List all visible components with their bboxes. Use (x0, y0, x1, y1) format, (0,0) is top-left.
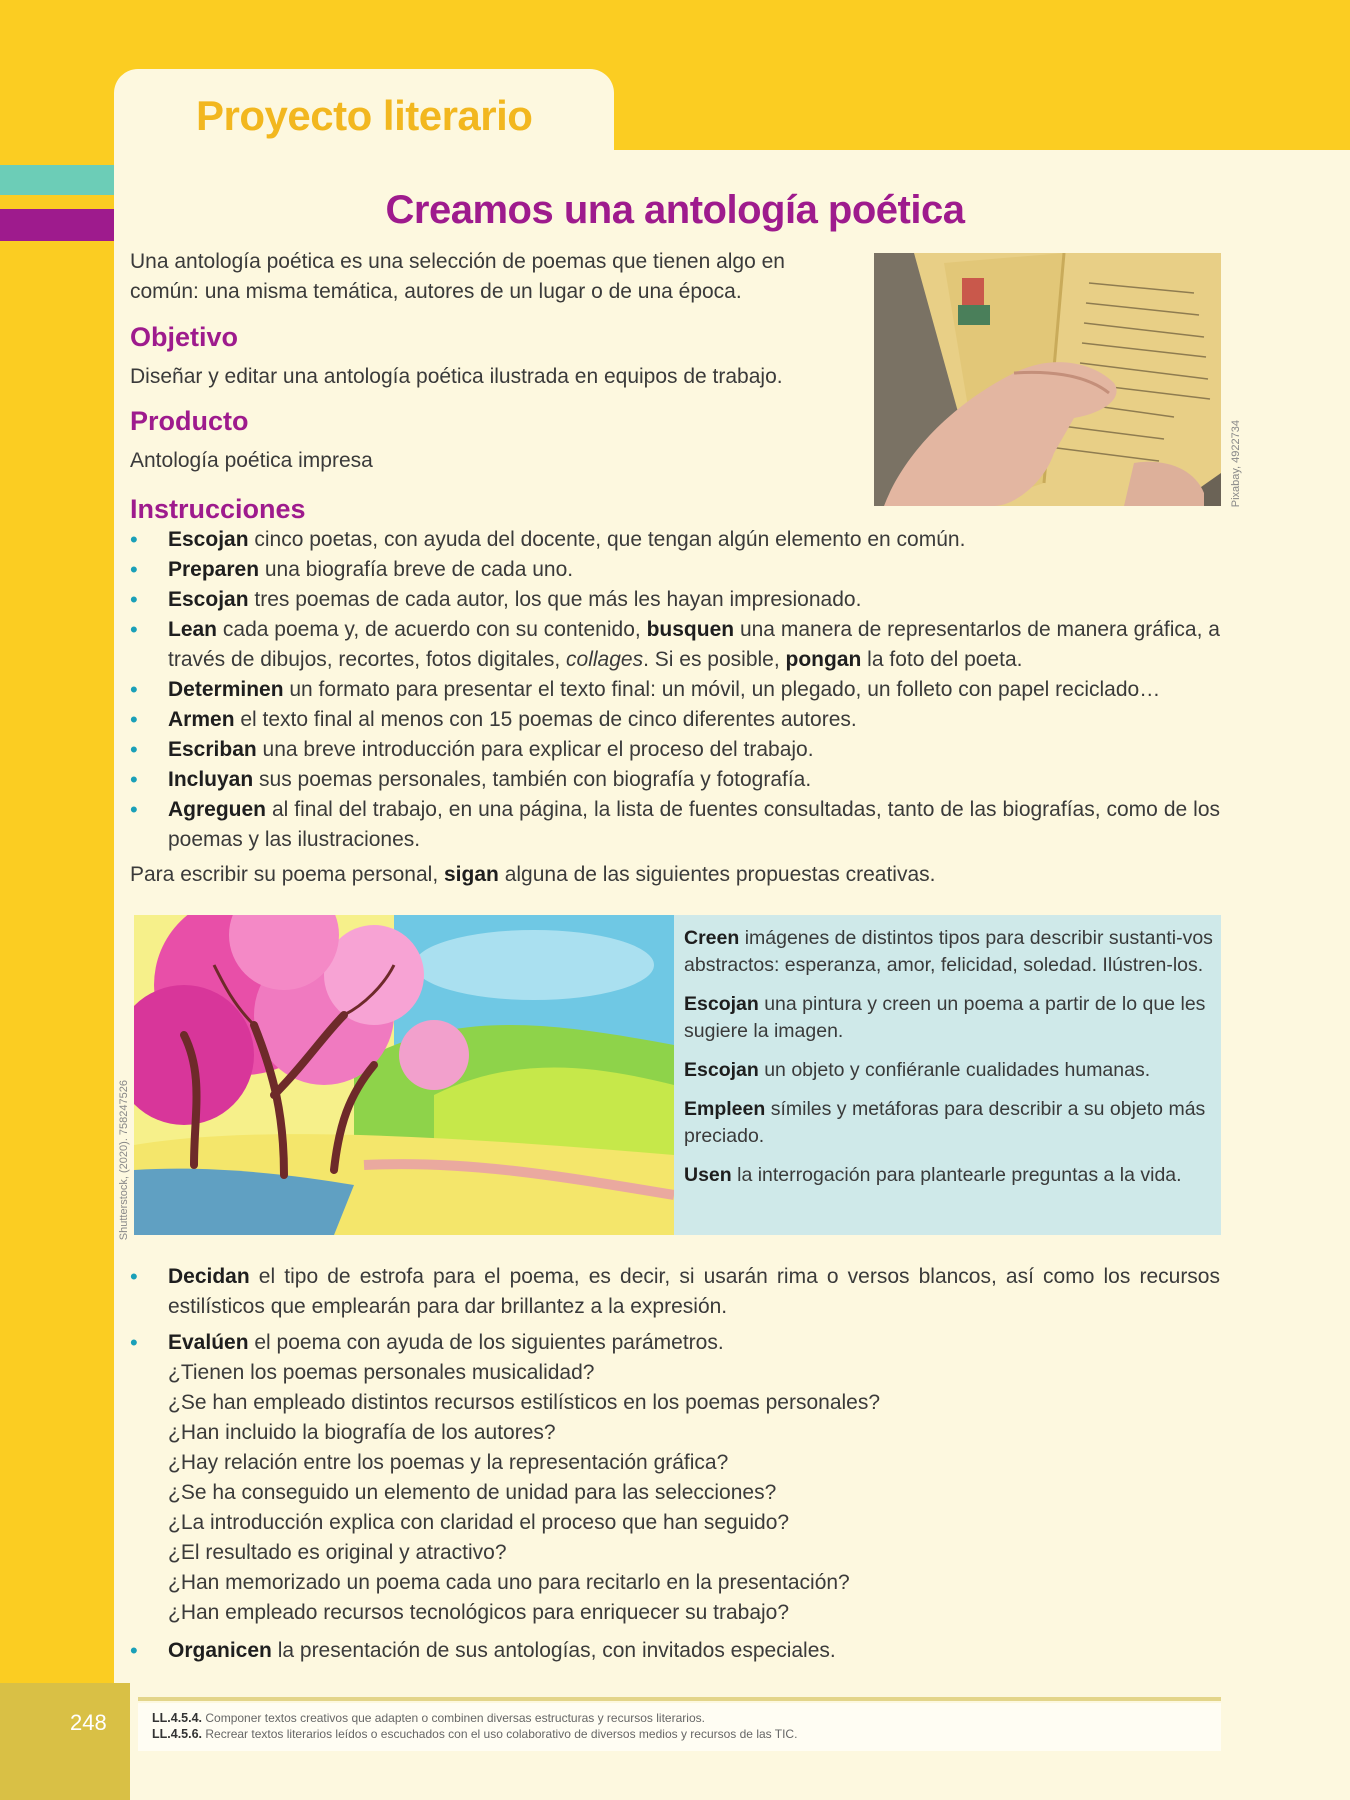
painting-credit: Shutterstock, (2020). 758247526 (118, 1080, 130, 1241)
list-item: • Incluyan sus poemas personales, también con biografía y fotografía. (130, 765, 1220, 795)
book-photo (874, 253, 1221, 506)
photo-credit: Pixabay, 4922734 (1230, 420, 1242, 508)
list-item: • Lean cada poema y, de acuerdo con su contenido, busquen una manera de representarlos de manera gráfica, a través de dibujos, recortes, fotos digitales, collages. Si es posible, pongan la foto del poeta. (130, 615, 1220, 675)
page-number-block (0, 1683, 130, 1800)
intro-line-1: Una antología poética es una selección de poemas que tienen algo en (130, 250, 785, 273)
evaluation-questions: ¿Tienen los poemas personales musicalidad? ¿Se han empleado distintos recursos estilísticos en los poemas personales? ¿Han incluido la biografía de los autores? ¿Hay relación entre los poemas y la representación gráfica? ¿Se ha conseguido un elemento de unidad para las selecciones? ¿La introducción explica con claridad el proceso que han seguido? ¿El resultado es original y atractivo? ¿Han memorizado un poema cada uno para recitarlo en la presentación? ¿Han empleado recursos tecnológicos para enriquecer su trabajo? (168, 1361, 881, 1624)
closing-instruction: Para escribir su poema personal, sigan alguna de las siguientes propuestas creativas. (130, 863, 936, 886)
intro-line-2: común: una misma temática, autores de un lugar o de una época. (130, 280, 742, 303)
product-heading: Producto (130, 406, 249, 436)
standard-line: LL.4.5.4. Componer textos creativos que adapten o combinen diversas estructuras y recursos literarios. (152, 1711, 705, 1725)
page-number: 248 (70, 1710, 107, 1735)
proposal-item: Empleen símiles y metáforas para describir a su objeto más preciado. (684, 1098, 1206, 1147)
purple-stripe (0, 209, 114, 241)
instructions-list (130, 525, 1220, 855)
proposal-item: Creen imágenes de distintos tipos para describir sustanti-vos abstractos: esperanza, amor, felicidad, soledad. Ilústren-los. (684, 927, 1213, 976)
proposal-item: Escojan una pintura y creen un poema a partir de lo que les sugiere la imagen. (684, 993, 1206, 1042)
list-item: • Armen el texto final al menos con 15 poemas de cinco diferentes autores. (130, 705, 1220, 735)
list-item: • Escojan cinco poetas, con ayuda del docente, que tengan algún elemento en común. (130, 525, 1220, 555)
section-title: Proyecto literario (196, 92, 533, 139)
list-item: • Escojan tres poemas de cada autor, los que más les hayan impresionado. (130, 585, 1220, 615)
final-steps-list (130, 1262, 1220, 1666)
proposals-list (684, 925, 1214, 1201)
list-item: • Preparen una biografía breve de cada uno. (130, 555, 1220, 585)
watercolor-painting (134, 915, 674, 1235)
instructions-heading: Instrucciones (130, 494, 306, 524)
left-margin-band (0, 150, 114, 1800)
list-item: • Escriban una breve introducción para explicar el proceso del trabajo. (130, 735, 1220, 765)
standard-line: LL.4.5.6. Recrear textos literarios leídos o escuchados con el uso colaborativo de diversos medios y recursos de las TIC. (152, 1727, 798, 1741)
objective-heading: Objetivo (130, 322, 239, 352)
proposal-item: Usen la interrogación para plantearle preguntas a la vida. (684, 1164, 1182, 1186)
objective-text: Diseñar y editar una antología poética ilustrada en equipos de trabajo. (130, 365, 783, 388)
proposal-item: Escojan un objeto y confiéranle cualidades humanas. (684, 1059, 1151, 1081)
page-title: Creamos una antología poética (385, 188, 965, 232)
list-item: • Organicen la presentación de sus antologías, con invitados especiales. (130, 1636, 1220, 1666)
list-item: • Evalúen el poema con ayuda de los siguientes parámetros. ¿Tienen los poemas personales musicalidad? ¿Se han empleado distintos recursos estilísticos en los poemas personales? ¿Han incluido la biografía de los autores? ¿Hay relación entre los poemas y la representación gráfica? ¿Se ha conseguido un elemento de unidad para las selecciones? ¿La introducción explica con claridad el proceso que han seguido? ¿El resultado es original y atractivo? ¿Han memorizado un poema cada uno para recitarlo en la presentación? ¿Han empleado recursos tecnológicos para enriquecer su trabajo? (130, 1328, 1220, 1628)
footer-divider (138, 1697, 1221, 1701)
list-item: • Decidan el tipo de estrofa para el poema, es decir, si usarán rima o versos blancos, así como los recursos estilísticos que emplearán para dar brillantez a la expresión. (130, 1262, 1220, 1322)
product-text: Antología poética impresa (130, 449, 373, 472)
list-item: • Agreguen al final del trabajo, en una página, la lista de fuentes consultadas, tanto de las biografías, como de los poemas y las ilustraciones. (130, 795, 1220, 855)
teal-stripe (0, 165, 114, 195)
list-item: • Determinen un formato para presentar el texto final: un móvil, un plegado, un folleto con papel reciclado… (130, 675, 1220, 705)
